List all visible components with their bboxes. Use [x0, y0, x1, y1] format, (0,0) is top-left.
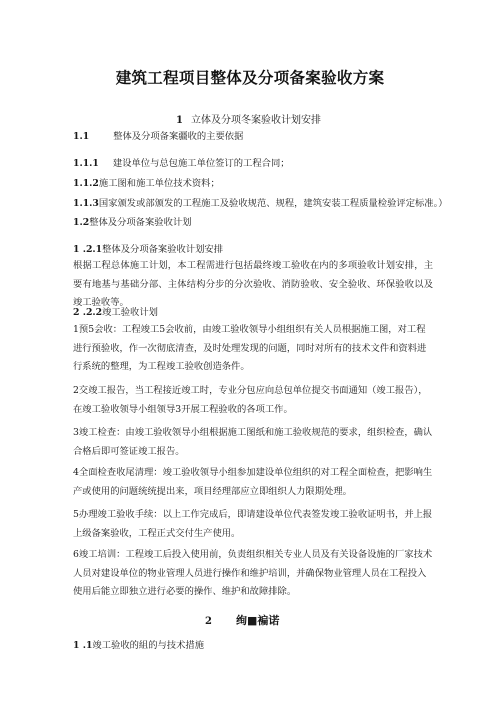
heading-number: 1.1.3: [73, 198, 99, 209]
heading-1-1-1: [73, 155, 290, 169]
section-text: 绚■褊诺: [235, 614, 280, 627]
heading-1-2: [73, 214, 191, 228]
list-item-4: [73, 464, 433, 501]
item-text: 竣工检查：由竣工验收领导小组根据施工图纸和施工验收规范的要求，组织检查，确认合格后即可签证竣工报告。: [73, 427, 433, 457]
section-number: 1: [176, 115, 183, 126]
item-text: 预: [78, 324, 89, 335]
heading-number: 1.1.1: [73, 158, 99, 169]
heading-number: 1 .1: [73, 640, 93, 651]
item-number: 4: [73, 467, 79, 478]
item-number: 6: [73, 549, 79, 560]
item-number: 5: [73, 509, 79, 520]
list-item-2: [73, 382, 433, 419]
list-item-1: [73, 321, 433, 377]
item-digit: 5: [88, 324, 95, 335]
list-item-5: [73, 506, 433, 543]
heading-1-1-3: [73, 195, 448, 209]
item-text: 全面检查收尾清理：竣工验收领导小组参加建设单位组织的对工程全面检查，把影响生产或使用的问题统统提出来，项目经理部应立即组织人力限期处理。: [73, 467, 433, 497]
item-text: 会收前，由竣工验收领导小组组织有关人员根据施工图，对工程进行预验收，作一次彻底清查，及时处理发现的问题，同时对所有的技术文件和资料进行系统的整理，为工程竣工验收创造条件。: [73, 324, 427, 372]
item-text: 开展工程验收的各项工作。: [181, 403, 293, 415]
section-2-heading: [205, 612, 279, 628]
heading-number: 1.1.2: [73, 178, 99, 189]
heading-text: 施工图和施工单位技术资料；: [98, 178, 220, 189]
heading-text: 整体及分项备案验收计划: [89, 217, 192, 228]
document-title: 建筑工程项目整体及分项备案验收方案: [115, 69, 385, 87]
heading-text: 整体及分项备案验收计划安排: [102, 244, 223, 255]
heading-1-2-1: [73, 241, 223, 255]
item-number: 2: [73, 385, 79, 396]
heading-number: 2 .2.2: [73, 307, 103, 318]
list-item-3: [73, 424, 433, 461]
paragraph-plan: 根据工程总体施工计划，本工程需进行包括最终竣工验收在内的多项验收计划安排，主要有地基与基础分部、主体结构分步的分次验收、消防验收、安全验收、环保验收以及竣工验收等。: [73, 260, 433, 308]
item-text: 交竣工报告，当工程接近竣工时，专业分包应向总包单位提交书面通知（竣工报告），在竣工验收领导小组领导: [73, 385, 428, 415]
heading-2-1: [73, 637, 204, 651]
heading-1-1-2: [73, 175, 220, 189]
heading-number: 1.2: [73, 217, 90, 228]
section-number: 2: [205, 616, 212, 627]
heading-number: 1 .2.1: [73, 244, 103, 255]
item-text: 办理竣工验收手续：以上工作完成后，即请建设单位代表签发竣工验收证明书，并上报上级备案验收，工程正式交付生产使用。: [73, 509, 433, 539]
section-1-heading: [176, 111, 321, 126]
item-number: 3: [73, 427, 79, 438]
heading-text: 整体及分项备案疆收的主要依据: [113, 131, 244, 142]
item-digit: 5: [159, 324, 166, 335]
heading-number: 1.1: [73, 131, 90, 142]
heading-text: 竣工验收计划: [102, 307, 158, 318]
list-item-6: [73, 546, 433, 602]
section-text: 立体及分项冬案验收计划安排: [190, 115, 321, 126]
item-digit: 3: [175, 403, 182, 415]
item-text: 竣工培训：工程竣工后投入使用前，负责组织相关专业人员及有关设备设施的厂家技术人员对建设单位的物业管理人员进行操作和维护培训，并确保物业管理人员在工程投入使用后能立即独立进行必要的操作、维护和故障排除。: [73, 549, 433, 597]
heading-2-2-2: [73, 304, 158, 318]
heading-text: 国家颁发或部颁发的工程施工及验收规范、规程，建筑安装工程质量检验评定标准。）: [98, 198, 448, 209]
heading-text: 建设单位与总包施工单位签订的工程合同；: [112, 158, 290, 169]
heading-1-1: [73, 128, 243, 142]
item-text: 会收：工程竣工: [94, 324, 160, 335]
heading-text: 竣工验收的組的与技术措施: [92, 640, 204, 651]
item-number: 1: [73, 324, 79, 335]
